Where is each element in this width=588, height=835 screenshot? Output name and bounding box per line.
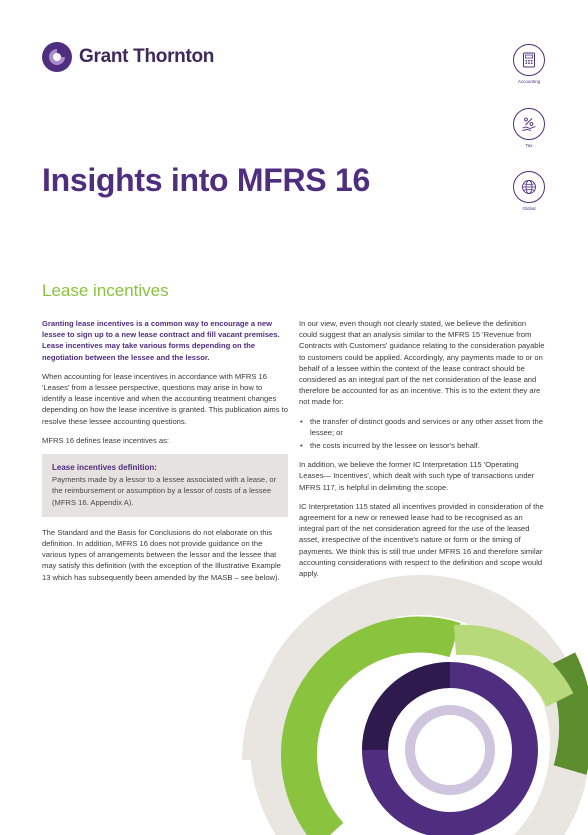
- paragraph: IC Interpretation 115 stated all incentives provided in consideration of the agreement for a new or renewed lease had to be recognised as an integral part of the net consideration agreed for the use of the leased asset, irrespective of the incentive's nature or form or the timing of payments. We think this is still true under MFRS 16 and therefore similar accounting considerations with respect to the definition and scope would apply.: [299, 501, 544, 579]
- grant-thornton-logo: [42, 42, 214, 72]
- global-label: Global: [522, 206, 536, 211]
- global-badge: [512, 171, 546, 211]
- tax-label: Tax: [525, 143, 533, 148]
- list-item: • the costs incurred by the lessee on lessor's behalf.: [299, 440, 545, 451]
- left-column: [42, 318, 288, 591]
- page-title: Insights into MFRS 16: [42, 162, 370, 198]
- right-column: [299, 318, 545, 587]
- bullet-list: [299, 416, 545, 452]
- definition-heading: Lease incentives definition:: [52, 463, 157, 473]
- paragraph: In addition, we believe the former IC Interpretation 115 'Operating Leases— Incentives', which dealt with such type of transactions under MFRS 117, is helpful in delimiting the scope.: [299, 460, 535, 492]
- paragraph: In our view, even though not clearly stated, we believe the definition could suggest that an analysis similar to the MFRS 15 'Revenue from Contracts with Customers' guidance relating to the consideration payable to customers could be applied. Accordingly, any payments made to or on behalf of a lessee within the context of the lease contract should be considered as an integral part of the net consideration of the lease and therefore be accounted for as an incentive. This is to the extent they are not made for:: [299, 319, 545, 407]
- paragraph: MFRS 16 defines lease incentives as:: [42, 435, 170, 445]
- definition-box: [42, 454, 288, 517]
- section-heading: Lease incentives: [42, 281, 169, 300]
- paragraph: When accounting for lease incentives in accordance with MFRS 16 'Leases' from a lessee perspective, questions may arise in how to identify a lease incentive and when the accounting treatment changes depending on how the lease incentive is granted. This publication aims to resolve these lessee accounting questions.: [42, 371, 288, 426]
- logo-text: Grant Thornton: [79, 46, 215, 67]
- accounting-badge: [512, 44, 546, 84]
- globe-icon: [521, 179, 537, 195]
- accounting-label: Accounting: [517, 79, 541, 84]
- list-item: • the transfer of distinct goods and services or any other asset from the lessee; or: [299, 416, 545, 438]
- tax-badge: [512, 108, 546, 148]
- logo-mark-icon: [42, 42, 72, 72]
- percent-hand-icon: [521, 116, 537, 132]
- calculator-icon: [521, 52, 537, 68]
- paragraph: The Standard and the Basis for Conclusions do not elaborate on this definition. In addition, MFRS 16 does not provide guidance on the various types of arrangements between the lessor and the lessee that may satisfy this definition (with the exception of the Illustrative Example 13 which has subsequently been amended by the MASB – see below).: [42, 527, 281, 582]
- intro-paragraph: Granting lease incentives is a common way to encourage a new lessee to sign up to a new lease contract and fill vacant premises. Lease incentives may take various forms depending on the negotiation between the lessee and the lessor.: [42, 319, 280, 362]
- definition-text: Payments made by a lessor to a lessee associated with a lease, or the reimbursement or assumption by a lessor of costs of a lessee (MFRS 16. Appendix A).: [52, 475, 277, 507]
